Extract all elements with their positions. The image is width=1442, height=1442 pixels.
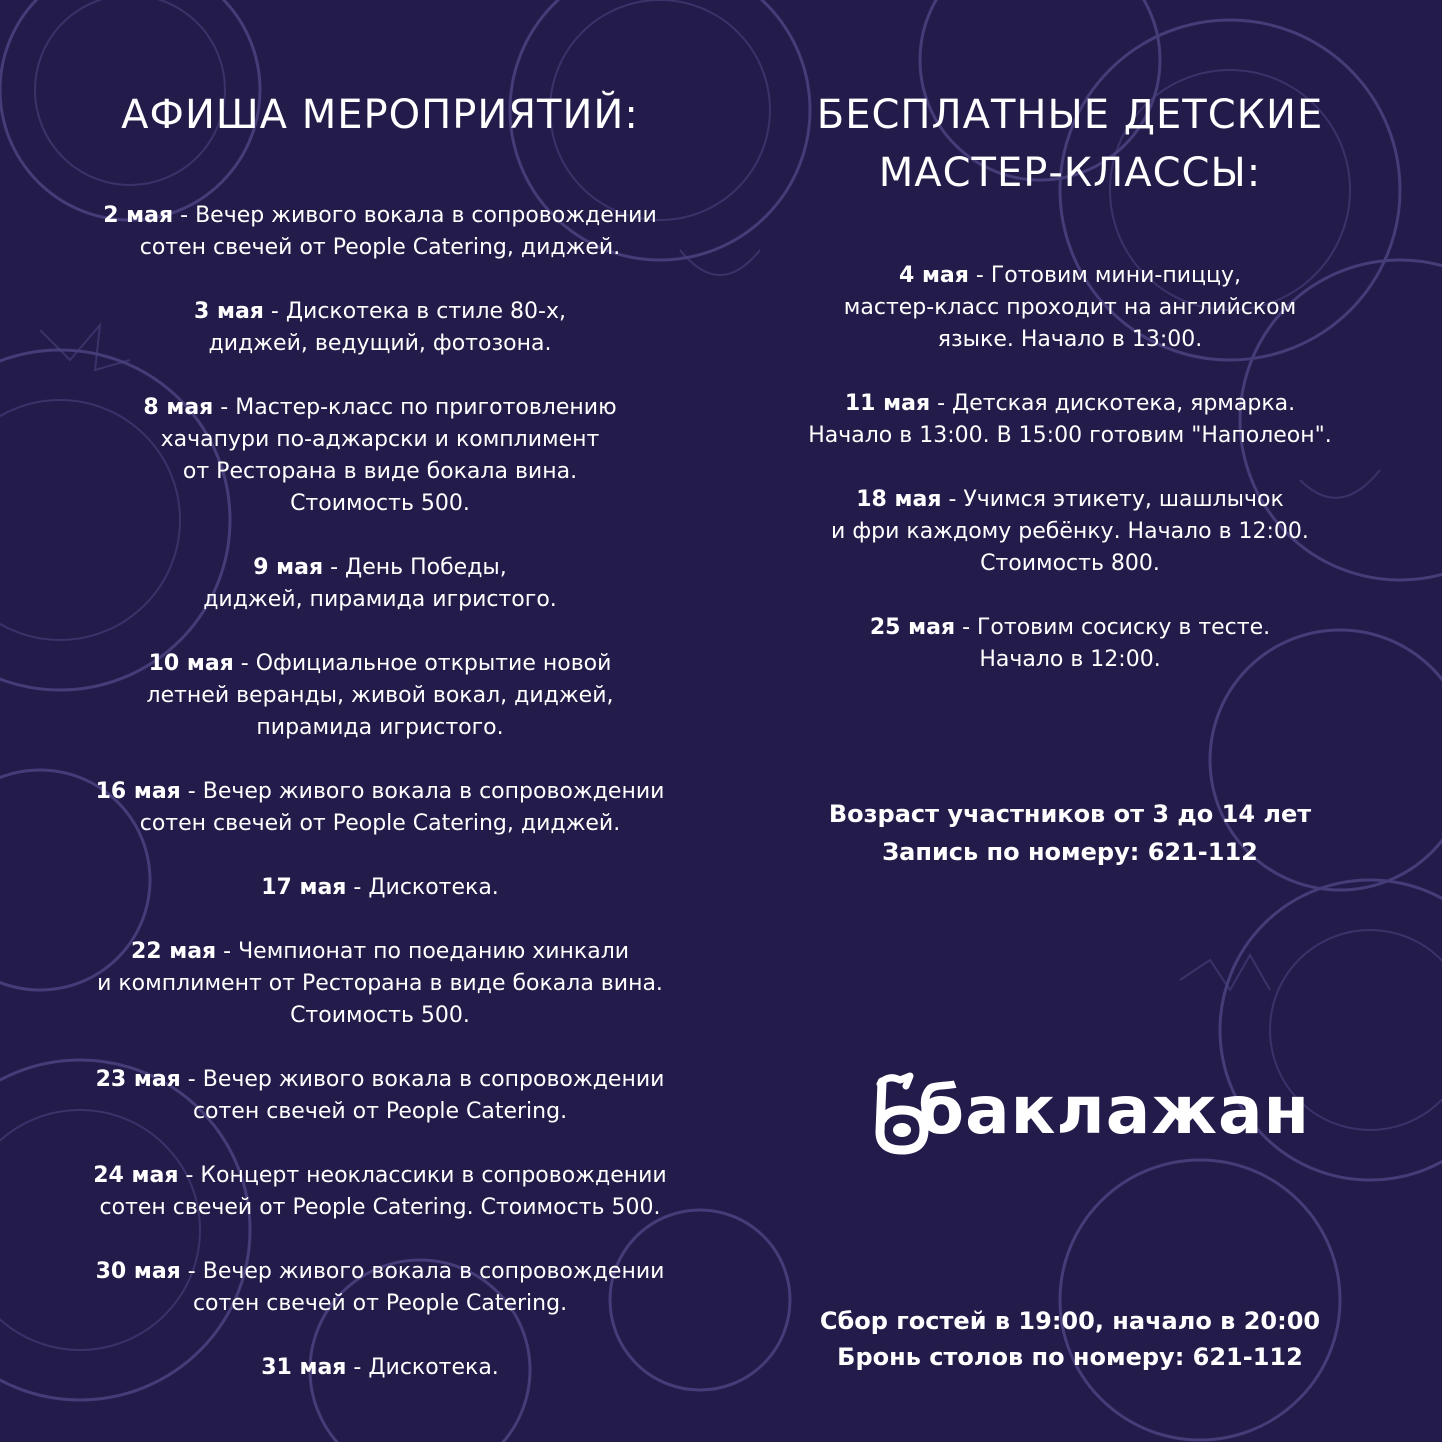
event-description: - Концерт неоклассики в сопровождении сотен свечей от People Catering. Стоимость 500. xyxy=(99,1163,667,1220)
signup-phone-note: Запись по номеру: 621-112 xyxy=(882,838,1258,866)
class-date: 18 мая xyxy=(856,487,942,512)
restaurant-logo xyxy=(866,1070,1311,1160)
event-date: 8 мая xyxy=(143,395,214,420)
age-note: Возраст участников от 3 до 14 лет xyxy=(828,800,1312,828)
event-item xyxy=(30,552,730,616)
event-date: 16 мая xyxy=(95,779,181,804)
event-description: - Вечер живого вокала в сопровождении сотен свечей от People Catering. xyxy=(187,1067,665,1124)
class-item xyxy=(770,484,1370,580)
event-item xyxy=(30,1160,730,1224)
event-date: 9 мая xyxy=(253,555,324,580)
event-date: 10 мая xyxy=(148,651,234,676)
kids-title-line-2: МАСТЕР-КЛАССЫ: xyxy=(878,150,1262,196)
booking-phone-note: Бронь столов по номеру: 621-112 xyxy=(837,1343,1303,1371)
class-item xyxy=(770,388,1370,452)
class-date: 11 мая xyxy=(844,391,931,416)
event-item xyxy=(30,936,730,1032)
class-date: 4 мая xyxy=(898,263,969,288)
class-description: - Учимся этикету, шашлычок и фри каждому ребёнку. Начало в 12:00. Стоимость 800. xyxy=(831,487,1309,576)
event-date: 17 мая xyxy=(261,875,347,900)
event-description: - Чемпионат по поеданию хинкали и комплимент от Ресторана в виде бокала вина. Стоимость 500. xyxy=(97,939,663,1028)
event-description: - Вечер живого вокала в сопровождении сотен свечей от People Catering, диджей. xyxy=(139,779,665,836)
kids-classes-column xyxy=(770,86,1370,708)
event-date: 2 мая xyxy=(103,203,174,228)
class-item xyxy=(770,612,1370,676)
kids-classes-title xyxy=(770,86,1370,202)
class-description: - Детская дискотека, ярмарка. Начало в 13:00. В 15:00 готовим "Наполеон". xyxy=(808,391,1332,448)
class-date: 25 мая xyxy=(869,615,956,640)
event-description: - Дискотека в стиле 80-х, диджей, ведущий, фотозона. xyxy=(208,299,566,356)
event-item xyxy=(30,872,730,904)
event-description: - Дискотека. xyxy=(346,875,499,900)
event-item xyxy=(30,648,730,744)
events-list xyxy=(30,200,730,1384)
class-description: - Готовим мини-пиццу, мастер-класс проходит на английском языке. Начало в 13:00. xyxy=(843,263,1297,352)
event-item xyxy=(30,1352,730,1384)
booking-info xyxy=(770,1303,1370,1375)
event-description: - Дискотека. xyxy=(346,1355,499,1380)
event-item xyxy=(30,1256,730,1320)
event-item xyxy=(30,200,730,264)
event-description: - День Победы, диджей, пирамида игристого. xyxy=(203,555,557,612)
kids-classes-list xyxy=(770,260,1370,676)
event-item xyxy=(30,392,730,520)
event-date: 30 мая xyxy=(95,1259,181,1284)
event-date: 24 мая xyxy=(93,1163,179,1188)
events-column xyxy=(30,86,730,1416)
event-description: - Мастер-класс по приготовлению хачапури по-аджарски и комплимент от Ресторана в виде бокала вина. Стоимость 500. xyxy=(160,395,617,516)
event-item xyxy=(30,776,730,840)
event-date: 22 мая xyxy=(130,939,217,964)
event-date: 23 мая xyxy=(95,1067,181,1092)
event-date: 3 мая xyxy=(194,299,264,324)
kids-info-note xyxy=(770,795,1370,871)
class-description: - Готовим сосиску в тесте. Начало в 12:00. xyxy=(962,615,1271,672)
kids-title-line-1: БЕСПЛАТНЫЕ ДЕТСКИЕ xyxy=(816,92,1324,138)
event-item xyxy=(30,296,730,360)
gathering-time-note: Сбор гостей в 19:00, начало в 20:00 xyxy=(819,1307,1321,1335)
event-date: 31 мая xyxy=(261,1355,347,1380)
event-description: - Вечер живого вокала в сопровождении сотен свечей от People Catering. xyxy=(187,1259,665,1316)
logo-wordmark: баклажан xyxy=(918,1072,1311,1149)
class-item xyxy=(770,260,1370,356)
events-title: АФИША МЕРОПРИЯТИЙ: xyxy=(121,92,639,138)
event-item xyxy=(30,1064,730,1128)
event-description: - Официальное открытие новой летней веранды, живой вокал, диджей, пирамида игристого. xyxy=(146,651,614,740)
event-description: - Вечер живого вокала в сопровождении сотен свечей от People Catering, диджей. xyxy=(139,203,657,260)
